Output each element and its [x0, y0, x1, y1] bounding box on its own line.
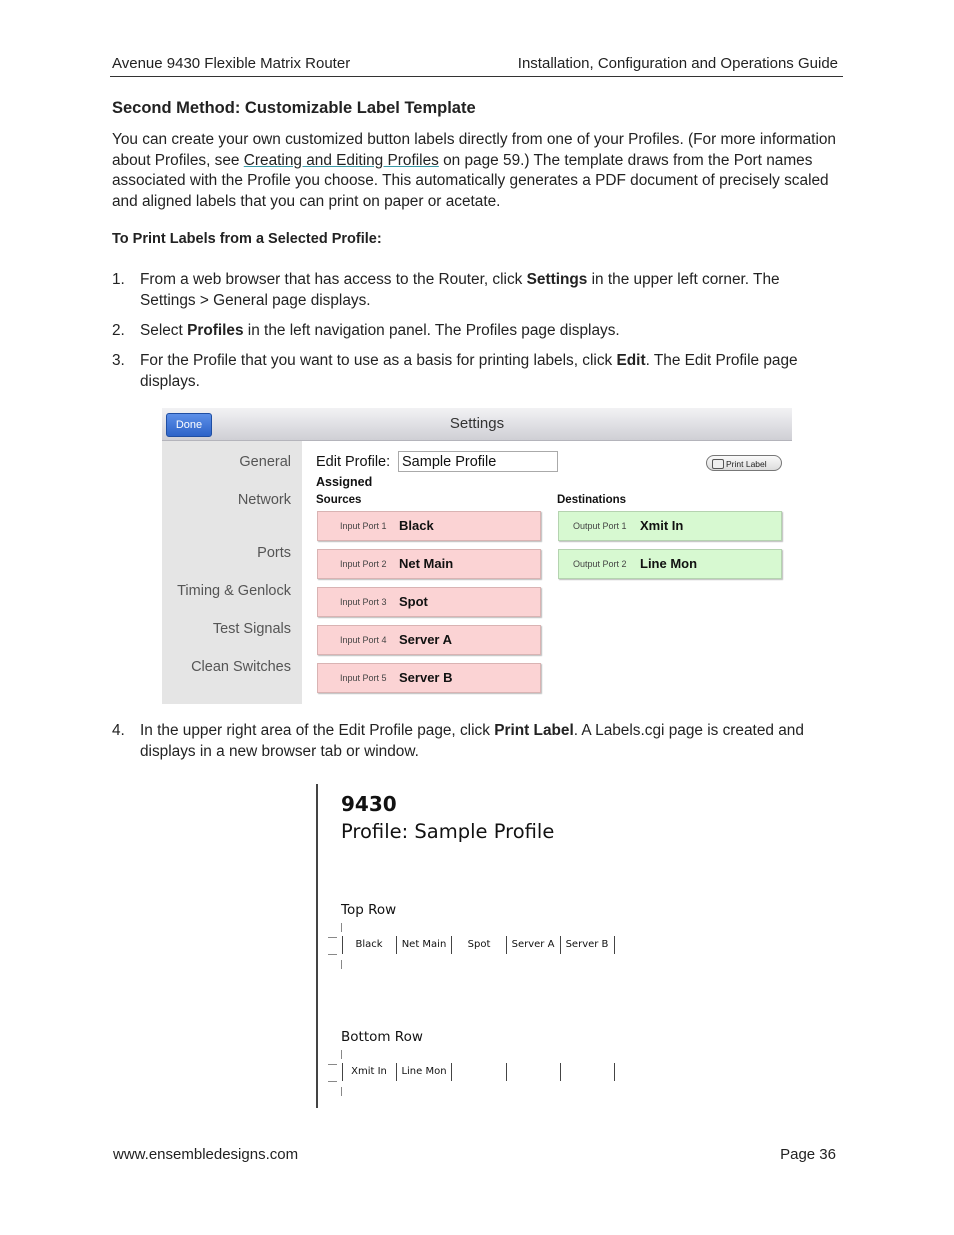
step-text: in the upper left corner. The Settings > General page displays.: [140, 271, 780, 309]
step-emphasis: Edit: [616, 352, 646, 369]
step-number: 1.: [112, 271, 125, 288]
step-text: in the left navigation panel. The Profiles page displays.: [243, 322, 620, 339]
top-label-2: Net Main: [397, 936, 452, 954]
header-rule: [110, 76, 843, 77]
destination-port-1[interactable]: [558, 511, 782, 541]
source-port-1[interactable]: [317, 511, 541, 541]
step-number: 2.: [112, 322, 125, 339]
crop-mark: [328, 954, 337, 955]
port-name: Server B: [399, 670, 453, 685]
port-name: Line Mon: [640, 556, 698, 571]
crop-mark: [328, 937, 337, 938]
sources-heading: Sources: [316, 494, 362, 506]
edit-profile-label: Edit Profile:: [316, 454, 391, 470]
source-port-2[interactable]: [317, 549, 541, 579]
port-name: Spot: [399, 594, 428, 609]
bottom-label-4: [506, 1063, 561, 1081]
source-port-4[interactable]: [317, 625, 541, 655]
step-text: Select: [140, 322, 188, 339]
port-label: Output Port 2: [573, 559, 627, 569]
labels-model: 9430: [341, 792, 397, 816]
step-4: [112, 721, 837, 762]
step-number: 4.: [112, 722, 125, 739]
intro-paragraph: [112, 130, 837, 212]
step-text: In the upper right area of the Edit Profile page, click: [140, 722, 495, 739]
footer-website: www.ensembledesigns.com: [113, 1146, 299, 1163]
crop-mark: [328, 1081, 337, 1082]
header-title: Avenue 9430 Flexible Matrix Router: [112, 55, 351, 72]
top-label-5: Server B: [560, 936, 615, 954]
destinations-heading: Destinations: [557, 494, 627, 506]
assigned-heading: Assigned: [316, 475, 373, 489]
step-emphasis: Print Label: [494, 722, 574, 739]
settings-title: Settings: [449, 415, 505, 432]
profile-name-field[interactable]: Sample Profile: [398, 451, 558, 472]
port-label: Input Port 3: [340, 597, 387, 607]
top-row-title: Top Row: [341, 902, 397, 918]
step-text: . A Labels.cgi page is created and displays in a new browser tab or window.: [140, 722, 804, 760]
intro-text-1: You can create your own customized button labels directly from one of your Profiles. (For more information about Profiles, see: [112, 131, 836, 169]
step-text: From a web browser that has access to the Router, click: [140, 271, 527, 288]
step-text: For the Profile that you want to use as a basis for printing labels, click: [140, 352, 617, 369]
labels-page-screenshot: [316, 784, 648, 1108]
crop-mark: [341, 1050, 342, 1059]
destination-port-2[interactable]: [558, 549, 782, 579]
port-label: Input Port 5: [340, 673, 387, 683]
nav-ports[interactable]: Ports: [257, 545, 291, 561]
top-label-1: Black: [342, 936, 397, 954]
print-label-button[interactable]: [706, 455, 782, 471]
nav-clean-switches[interactable]: Clean Switches: [191, 659, 291, 675]
nav-general[interactable]: General: [239, 454, 291, 470]
bottom-label-3: [452, 1063, 507, 1081]
port-label: Output Port 1: [573, 521, 627, 531]
step-emphasis: Profiles: [187, 322, 244, 339]
profiles-link[interactable]: Creating and Editing Profiles: [243, 151, 439, 169]
port-name: Xmit In: [640, 518, 684, 533]
source-port-5[interactable]: [317, 663, 541, 693]
crop-mark: [328, 1064, 337, 1065]
section-title: Second Method: Customizable Label Template: [112, 99, 476, 117]
nav-timing-genlock[interactable]: Timing & Genlock: [177, 583, 291, 599]
done-button[interactable]: Done: [166, 413, 212, 437]
step-text: . The Edit Profile page displays.: [140, 352, 798, 390]
procedure-title: To Print Labels from a Selected Profile:: [112, 231, 382, 247]
nav-test-signals[interactable]: Test Signals: [212, 621, 291, 637]
header-guide-title: Installation, Configuration and Operations Guide: [517, 55, 838, 72]
crop-mark: [341, 960, 342, 969]
source-port-3[interactable]: [317, 587, 541, 617]
edit-profile-screenshot: [162, 408, 792, 704]
step-1: [112, 270, 837, 311]
port-label: Input Port 1: [340, 521, 387, 531]
step-number: 3.: [112, 352, 125, 369]
footer-page-number: Page 36: [780, 1146, 836, 1163]
port-label: Input Port 2: [340, 559, 387, 569]
top-label-4: Server A: [506, 936, 561, 954]
step-2: [112, 321, 837, 342]
intro-text-2: on page 59.) The template draws from the Port names associated with the Profile you choose. This automatically generates a PDF document of precisely scaled and aligned labels that you can print on paper or acetate.: [112, 151, 829, 210]
printer-icon: [712, 459, 724, 469]
crop-mark: [341, 923, 342, 932]
nav-network[interactable]: Network: [237, 492, 291, 508]
bottom-label-5: [560, 1063, 615, 1081]
bottom-row-title: Bottom Row: [341, 1029, 423, 1045]
labels-profile-title: Profile: Sample Profile: [341, 820, 555, 843]
crop-mark: [341, 1087, 342, 1096]
print-label-text: Print Label: [726, 459, 767, 469]
port-label: Input Port 4: [340, 635, 387, 645]
port-name: Black: [399, 518, 434, 533]
step-3: [112, 351, 837, 392]
top-label-3: Spot: [452, 936, 507, 954]
step-emphasis: Settings: [526, 271, 588, 288]
settings-topbar: [162, 408, 792, 441]
bottom-label-2: Line Mon: [397, 1063, 452, 1081]
bottom-label-1: Xmit In: [342, 1063, 397, 1081]
port-name: Net Main: [399, 556, 454, 571]
port-name: Server A: [399, 632, 452, 647]
settings-sidebar: [162, 441, 302, 704]
